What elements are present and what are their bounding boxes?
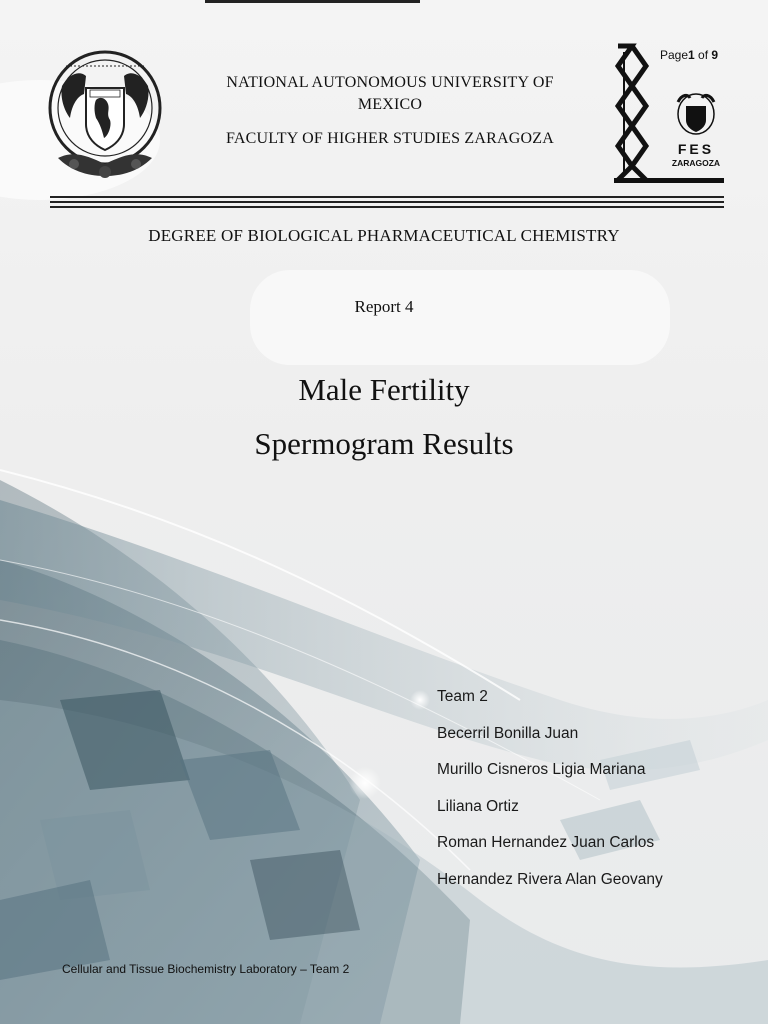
university-name: NATIONAL AUTONOMOUS UNIVERSITY OF MEXICO: [226, 74, 554, 113]
team-member: Hernandez Rivera Alan Geovany: [437, 870, 663, 888]
highlight-cloud: [250, 270, 670, 365]
fes-zaragoza-logo: [612, 42, 724, 188]
header-divider: [50, 196, 724, 211]
report-label: Report 4: [354, 297, 414, 316]
document-title-line1: Male Fertility: [298, 372, 470, 407]
degree-title: DEGREE OF BIOLOGICAL PHARMACEUTICAL CHEMISTRY: [148, 226, 620, 245]
faculty-name: FACULTY OF HIGHER STUDIES ZARAGOZA: [226, 130, 554, 147]
page-number: Page1 of 9: [660, 48, 719, 62]
team-member: Murillo Cisneros Ligia Mariana: [437, 761, 646, 779]
team-list: [437, 686, 663, 906]
fes-logo-text: FES: [677, 141, 715, 157]
document-title-line2: Spermogram Results: [254, 426, 514, 461]
team-member: Roman Hernandez Juan Carlos: [437, 834, 655, 852]
team-member: Becerril Bonilla Juan: [437, 724, 579, 742]
unam-seal-logo: [44, 46, 166, 186]
team-name: Team 2: [437, 688, 488, 705]
page-footer: Cellular and Tissue Biochemistry Laboratory – Team 2: [62, 962, 350, 976]
team-member: Liliana Ortiz: [437, 797, 519, 815]
fes-logo-subtext: ZARAGOZA: [671, 158, 721, 168]
top-edge-rule: [205, 0, 420, 3]
